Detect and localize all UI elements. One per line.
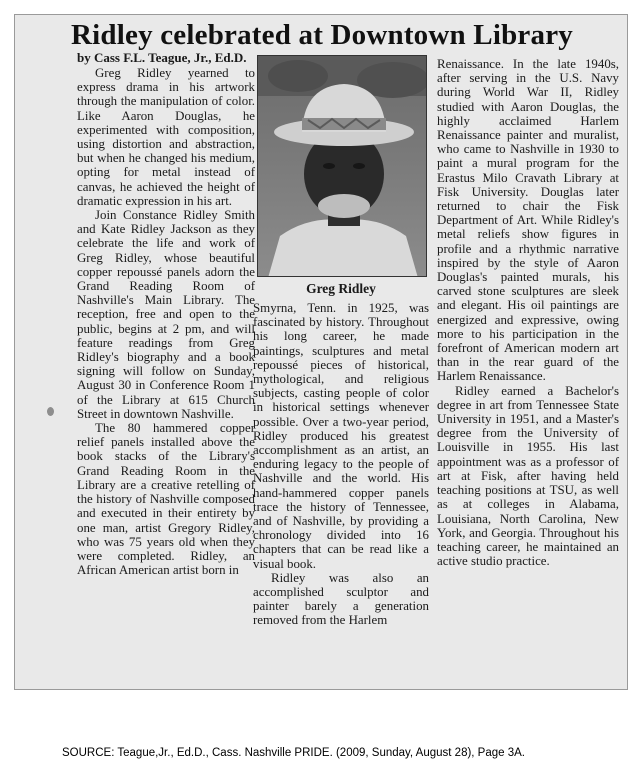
punch-hole-mark	[47, 407, 54, 416]
article-column-2	[253, 301, 429, 628]
article-column-3	[437, 57, 619, 568]
paragraph: The 80 hammered copper relief panels installed above the book stacks of the Library's Grand Reading Room in the Library are a creative retelling of the history of Nashville composed and executed in their entirety by one man, artist Gregory Ridley, who was 75 years old when they were completed. Ridley, an African American artist born in	[77, 421, 255, 578]
photo-caption: Greg Ridley	[306, 281, 376, 296]
byline: by Cass F.L. Teague, Jr., Ed.D.	[77, 50, 247, 65]
headline: Ridley celebrated at Downtown Library	[71, 19, 573, 51]
paragraph: Renaissance. In the late 1940s, after serving in the U.S. Navy during World War II, Ridley studied with Aaron Douglas, the highly acclaimed Harlem Renaissance painter and muralist, who came to Nashville in 1930 to paint a mural program for the Erastus Milo Cravath Library at Fisk University. Douglas later returned to chair the Fisk Department of Art. While Ridley's metal reliefs show figures in profile and a rhythmic narrative inspired by the style of Aaron Douglas's painted murals, his carved stone sculptures are sleek and elegant. His oil paintings are energized and expressive, owing more to his participation in the forefront of American modern art than in the rear guard of the Harlem Renaissance.	[437, 57, 619, 384]
newspaper-clipping	[14, 14, 628, 690]
portrait-photo-image	[258, 56, 427, 277]
paragraph: Ridley was also an accomplished sculptor and painter barely a generation removed from the Harlem	[253, 570, 429, 628]
source-citation: SOURCE: Teague,Jr., Ed.D., Cass. Nashville PRIDE. (2009, Sunday, August 28), Page 3A.	[62, 747, 525, 759]
paragraph: Smyrna, Tenn. in 1925, was fascinated by history. Throughout his long career, he made paintings, sculptures and metal repoussé pieces of historical, mythological, and religious subjects, casting people of color in historical settings whenever possible. Over a two-year period, Ridley produced his greatest accomplishment as an artist, an enduring legacy to the people of Nashville and the world. His hand-hammered copper panels trace the history of Tennessee, and of Nashville, by providing a chronology divided into 16 chapters that can be read like a visual book.	[253, 301, 429, 571]
article-column-1	[77, 51, 255, 577]
paragraph: Greg Ridley yearned to express drama in his artwork through the manipulation of color. Like Aaron Douglas, he experimented with composition, using distortion and abstraction, but when he changed his medium, opting for metal instead of canvas, he achieved the height of dramatic expression in his art.	[77, 66, 255, 208]
portrait-photo	[257, 55, 427, 277]
paragraph: Ridley earned a Bachelor's degree in art from Tennessee State University in 1951, and a Master's degree from the University of Louisville in 1955. His last appointment was as a professor of art at Fisk, after having held teaching positions at TSU, as well as at colleges in Alabama, Louisiana, North Carolina, New York, and Georgia. Throughout his teaching career, he maintained an active studio practice.	[437, 383, 619, 569]
paragraph: Join Constance Ridley Smith and Kate Ridley Jackson as they celebrate the life and work of Greg Ridley, whose beautiful copper repoussé panels adorn the Grand Reading Room of Nashville's Main Library. The reception, free and open to the public, begins at 2 pm, and will feature readings from Greg Ridley's biography and a book signing will follow on Sunday, August 30 in Conference Room 1 of the Library at 615 Church Street in downtown Nashville.	[77, 208, 255, 421]
